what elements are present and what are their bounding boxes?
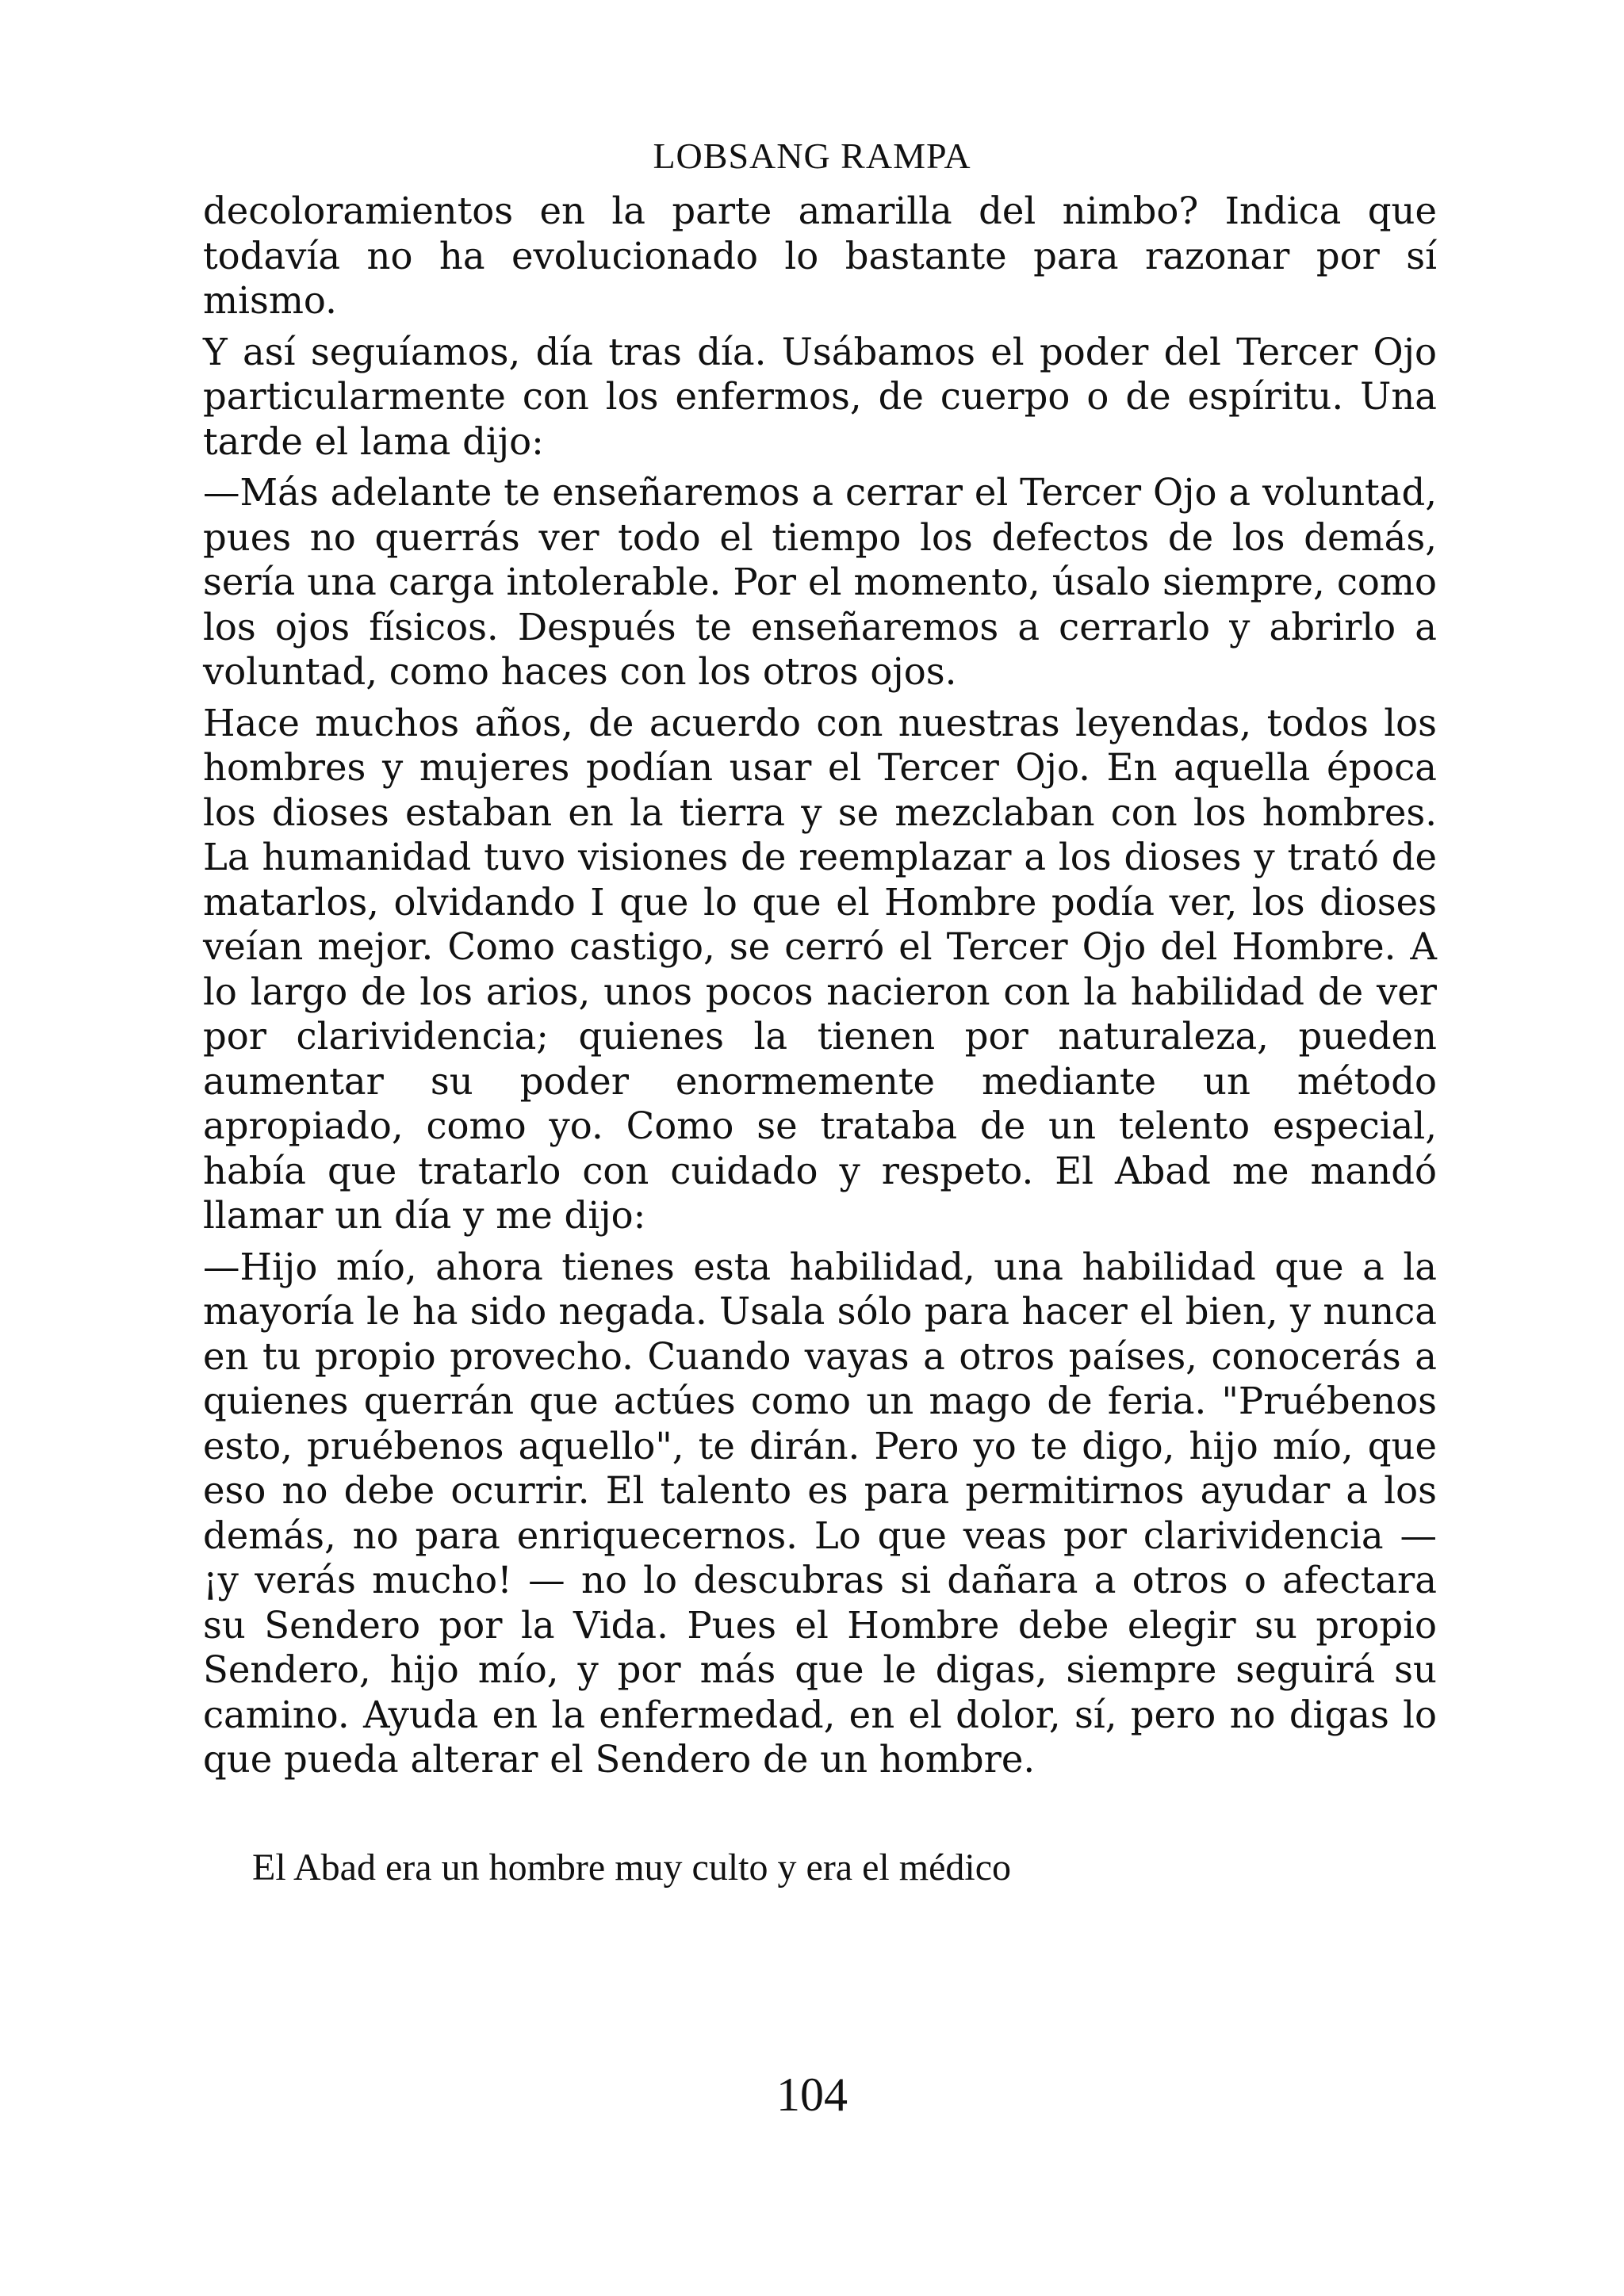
body-text [203, 189, 1437, 1789]
paragraph: Hace muchos años, de acuerdo con nuestras leyendas, todos los hombres y mujeres podían usar el Tercer Ojo. En aquella época los dioses estaban en la tierra y se mezclaban con los hombres. La humanidad tuvo visiones de reemplazar a los dioses y trató de matarlos, olvidando I que lo que el Hombre podía ver, los dioses veían mejor. Como castigo, se cerró el Tercer Ojo del Hombre. A lo largo de los arios, unos pocos nacieron con la habilidad de ver por clarividencia; quienes la tienen por naturaleza, pueden aumentar su poder enormemente mediante un método apropiado, como yo. Como se trataba de un telento especial, había que tratarlo con cuidado y respeto. El Abad me mandó llamar un día y me dijo: [203, 701, 1437, 1237]
running-header: LOBSANG RAMPA [653, 136, 971, 176]
paragraph: —Hijo mío, ahora tienes esta habilidad, una habilidad que a la mayoría le ha sido negada. Usala sólo para hacer el bien, y nunca en tu propio provecho. Cuando vayas a otros países, conocerás a quienes querrán que actúes como un mago de feria. "Pruébenos esto, pruébenos aquello", te dirán. Pero yo te digo, hijo mío, que eso no debe ocurrir. El talento es para permitirnos ayudar a los demás, no para enriquecernos. Lo que veas por clarividencia — ¡y verás mucho! — no lo descubras si dañara a otros o afectara su Sendero por la Vida. Pues el Hombre debe elegir su propio Sendero, hijo mío, y por más que le digas, siempre seguirá su camino. Ayuda en la enfermedad, en el dolor, sí, pero no digas lo que pueda alterar el Sendero de un hombre. [203, 1245, 1437, 1781]
paragraph: decoloramientos en la parte amarilla del nimbo? Indica que todavía no ha evolucionado lo bastante para razonar por sí mismo. [203, 189, 1437, 322]
paragraph: Y así seguíamos, día tras día. Usábamos el poder del Tercer Ojo particularmente con los enfermos, de cuerpo o de espíritu. Una tarde el lama dijo: [203, 330, 1437, 463]
closing-line: El Abad era un hombre muy culto y era el médico [252, 1846, 1012, 1888]
page-number: 104 [776, 2068, 848, 2121]
paragraph: —Más adelante te enseñaremos a cerrar el Tercer Ojo a voluntad, pues no querrás ver todo el tiempo los defectos de los demás, sería una carga intolerable. Por el momento, úsalo siempre, como los ojos físicos. Después te enseñaremos a cerrarlo y abrirlo a voluntad, como haces con los otros ojos. [203, 471, 1437, 693]
